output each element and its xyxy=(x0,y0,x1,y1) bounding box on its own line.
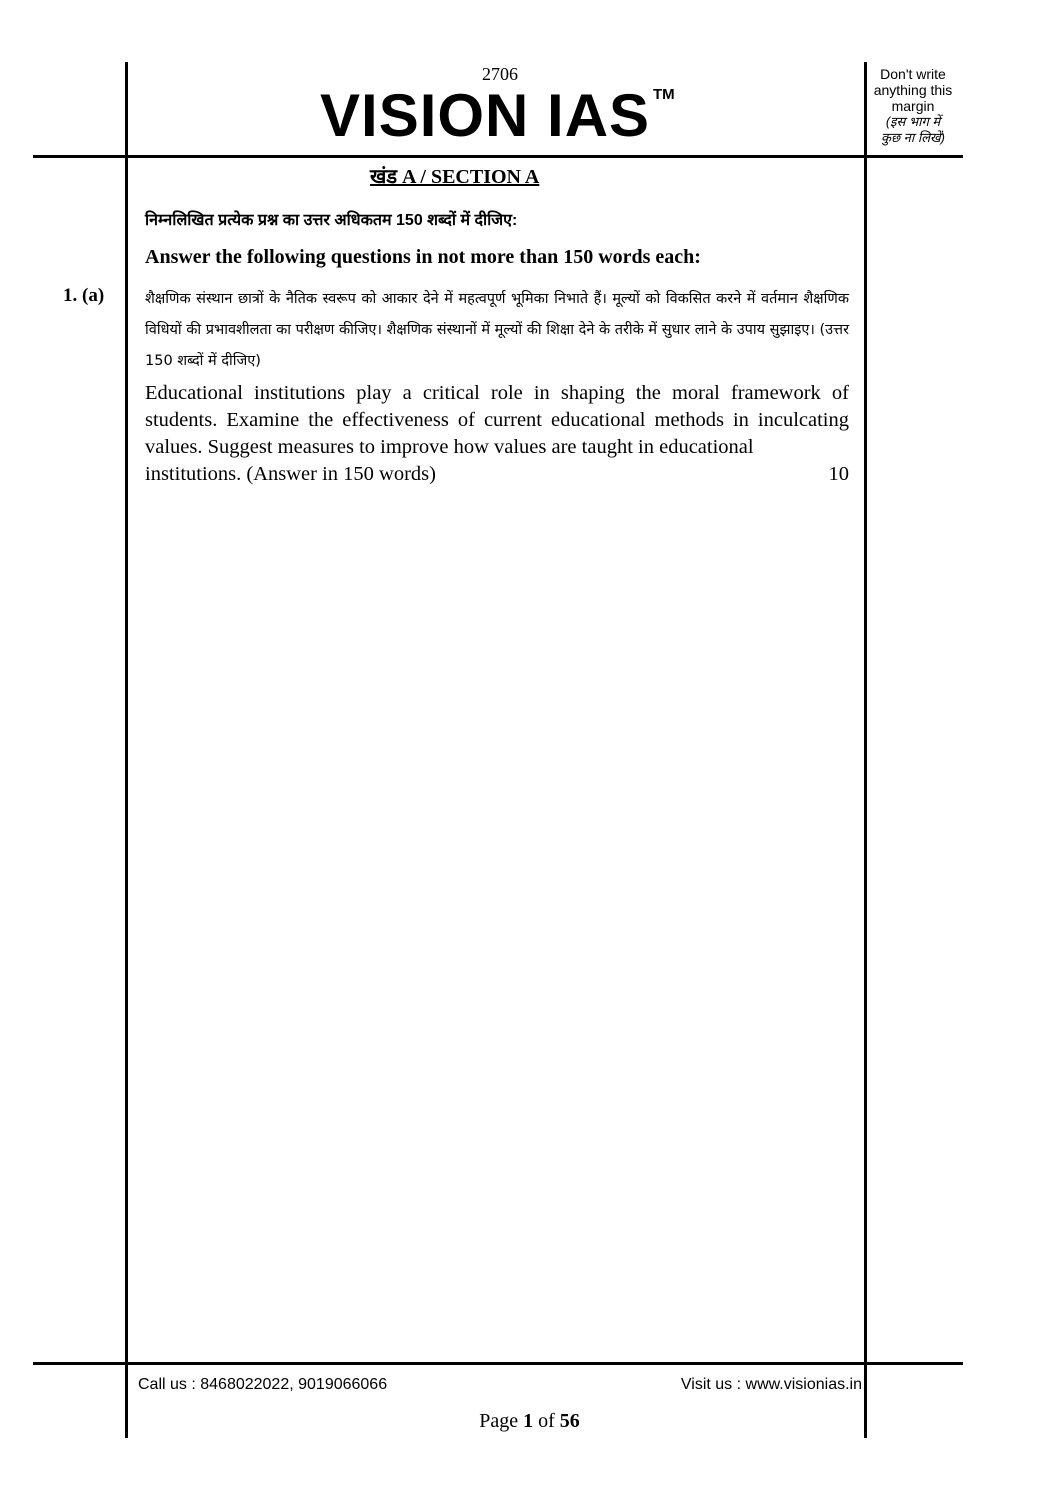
page-current: 1 xyxy=(523,1410,534,1432)
margin-note-line: Don't write xyxy=(880,66,946,82)
vision-ias-logo: VISION IAS xyxy=(320,82,651,149)
margin-note xyxy=(863,66,963,146)
instruction-hindi: निम्नलिखित प्रत्येक प्रश्न का उत्तर अधिकतम 150 शब्दों में दीजिए: xyxy=(145,212,518,229)
margin-note-line: anything this xyxy=(873,82,953,98)
question-text-english xyxy=(145,380,849,488)
question-marks: 10 xyxy=(828,463,849,485)
margin-note-hindi: (इस भाग में xyxy=(885,114,941,129)
question-english-tail: institutions. (Answer in 150 words) xyxy=(145,463,436,485)
question-text-hindi: शैक्षणिक संस्थान छात्रों के नैतिक स्वरूप को आकार देने में महत्वपूर्ण भूमिका निभाते हैं। मूल्यों को विकसित करने में वर्तमान शैक्षणिक विधियों की प्रभावशीलता का परीक्षण कीजिए। शैक्षणिक संस्थानों में मूल्यों की शिक्षा देने के तरीके में सुधार लाने के उपाय सुझाइए। (उत्तर 150 शब्दों में दीजिए) xyxy=(145,291,849,369)
right-margin-line xyxy=(864,62,867,1438)
question-english-body: Educational institutions play a critical role in shaping the moral framework of students. Examine the effectiveness of current educational methods in inculcating values. Suggest measures to improve how values are taught in educational xyxy=(145,382,849,458)
page-total: 56 xyxy=(559,1410,580,1432)
instruction-english: Answer the following questions in not more than 150 words each: xyxy=(145,246,701,268)
question-number: 1. (a) xyxy=(63,285,105,306)
section-title: खंड A / SECTION A xyxy=(370,166,540,188)
trademark-symbol: TM xyxy=(653,86,675,103)
footer-website: Visit us : www.visionias.in xyxy=(680,1376,862,1393)
page-prefix: Page xyxy=(479,1410,524,1432)
margin-note-hindi: कुछ ना लिखें) xyxy=(880,130,946,145)
header-divider xyxy=(33,155,963,158)
page-number xyxy=(0,1410,1059,1433)
page-of: of xyxy=(533,1410,560,1432)
left-margin-line xyxy=(125,62,128,1438)
footer-divider xyxy=(33,1362,963,1365)
paper-code: 2706 xyxy=(482,64,518,84)
footer-phone: Call us : 8468022022, 9019066066 xyxy=(138,1376,388,1393)
margin-note-line: margin xyxy=(891,98,935,114)
question-english-last-line xyxy=(145,461,849,488)
